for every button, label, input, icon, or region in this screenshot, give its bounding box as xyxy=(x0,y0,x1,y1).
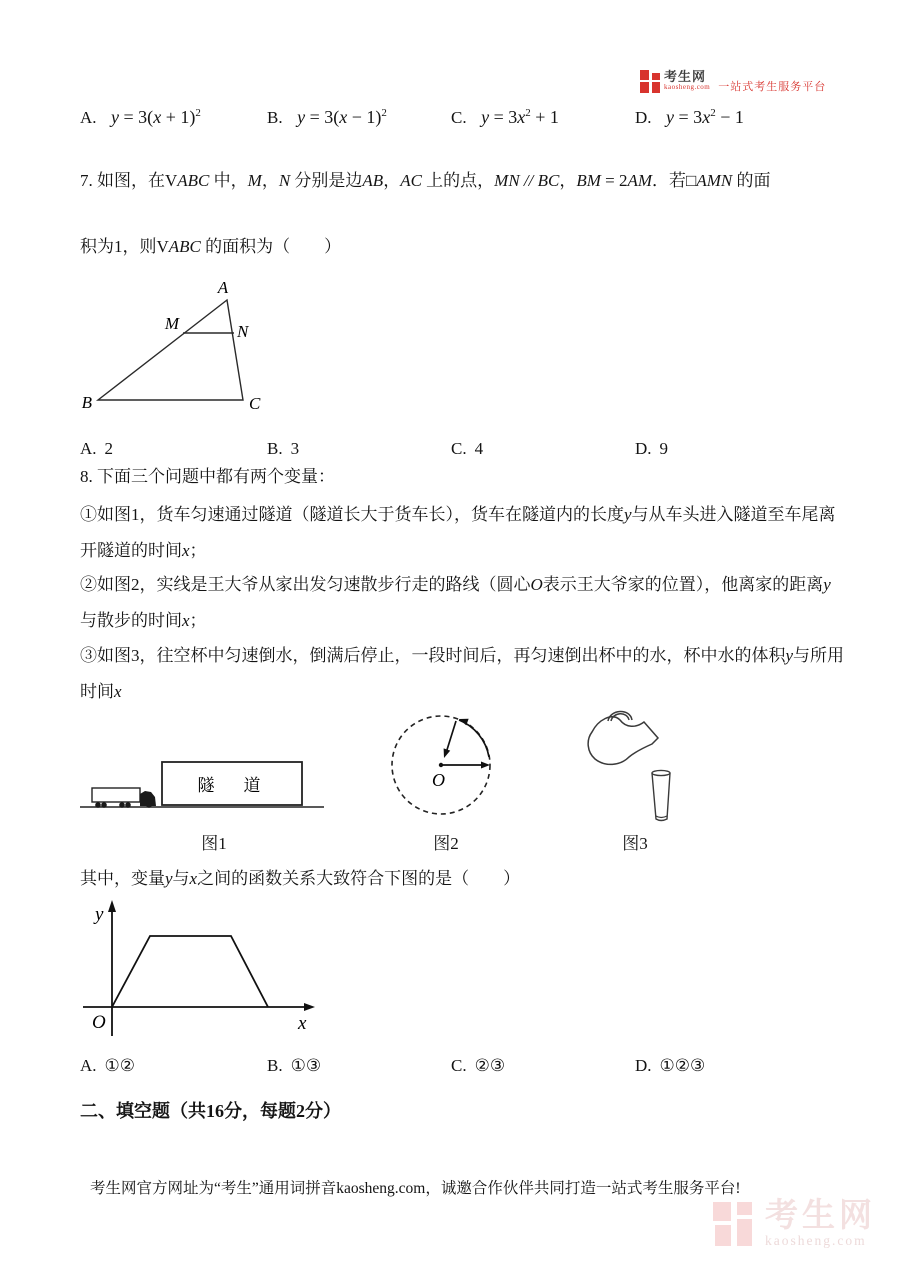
q8-option-b xyxy=(267,1055,321,1077)
option-label: A. xyxy=(80,439,97,458)
q8-option-a xyxy=(80,1055,135,1077)
point-m-label: M xyxy=(164,314,179,333)
footer-text: 考生网官方网址为“考生”通用词拼音kaosheng.com，诚邀合作伙伴共同打造一站式考生服务平台! xyxy=(90,1180,741,1197)
q8-item1-line1: ①如图1，货车匀速通过隧道（隧道长大于货车长），货车在隧道内的长度y与从车头进入隧道至车尾离 xyxy=(80,505,836,524)
fig2-circle-path xyxy=(388,708,498,823)
option-label: A. xyxy=(80,108,97,127)
q7-option-b xyxy=(267,438,299,460)
option-label: D. xyxy=(635,108,652,127)
q7-triangle-diagram xyxy=(75,278,265,413)
glass-rim xyxy=(652,770,670,775)
q8-item1-line2: 开隧道的时间x； xyxy=(80,541,207,560)
kettle-body xyxy=(588,717,658,765)
q7-option-a xyxy=(80,438,113,460)
footer-watermark xyxy=(713,1200,876,1248)
fig3-label: 图3 xyxy=(622,834,648,853)
q8-intro: 8. 下面三个问题中都有两个变量： xyxy=(80,467,335,486)
q6-option-b xyxy=(267,106,387,131)
circle-center-label: O xyxy=(432,770,445,790)
truck-trailer xyxy=(92,788,140,802)
graph-origin-label: O xyxy=(92,1012,106,1033)
option-label: C. xyxy=(451,439,467,458)
logo-domain: kaosheng.com xyxy=(664,83,711,91)
q7-option-c xyxy=(451,438,483,460)
q6-option-c xyxy=(451,106,559,131)
q8-option-c xyxy=(451,1055,505,1077)
header-logo xyxy=(640,70,826,94)
point-n-label: N xyxy=(237,322,249,341)
watermark-title: 考生网 xyxy=(765,1198,876,1234)
option-value: ②③ xyxy=(474,1056,506,1075)
option-value: ①③ xyxy=(290,1056,322,1075)
fig2-label: 图2 xyxy=(433,834,459,853)
option-label: C. xyxy=(451,1056,467,1075)
graph-x-label: x xyxy=(298,1013,307,1034)
q7-option-d xyxy=(635,438,668,460)
logo-title: 考生网 xyxy=(664,69,707,84)
tunnel-label: 隧 道 xyxy=(197,776,267,795)
fig1-truck-tunnel xyxy=(78,744,328,819)
logo-tagline: 一站式考生服务平台 xyxy=(718,81,827,93)
option-formula: $y = 3(x + 1)^2$ xyxy=(111,107,201,127)
option-label: B. xyxy=(267,1056,283,1075)
watermark-logo-icon xyxy=(713,1200,755,1248)
q8-item2-line1: ②如图2，实线是王大爷从家出发匀速散步行走的路线（圆心O表示王大爷家的位置），他离家的距离y xyxy=(80,575,831,594)
fig3-kettle-glass xyxy=(580,708,680,826)
glass-body xyxy=(652,773,670,821)
q8-item3-line2: 时间x xyxy=(80,682,122,701)
option-label: A. xyxy=(80,1056,97,1075)
option-formula: $y = 3x^2 - 1$ xyxy=(666,107,744,127)
option-value: 4 xyxy=(474,439,484,458)
vertex-c-label: C xyxy=(249,394,261,413)
logo-icon xyxy=(640,70,660,93)
graph-y-label: y xyxy=(95,904,104,925)
option-label: B. xyxy=(267,108,283,127)
option-label: D. xyxy=(635,439,652,458)
fig1-label: 图1 xyxy=(201,834,227,853)
q8-function-graph xyxy=(70,898,320,1043)
q8-option-d xyxy=(635,1055,705,1077)
option-value: ①② xyxy=(104,1056,136,1075)
option-value: 2 xyxy=(104,439,114,458)
section2-header: 二、填空题（共16分，每题2分） xyxy=(80,1101,341,1121)
option-label: D. xyxy=(635,1056,652,1075)
option-label: B. xyxy=(267,439,283,458)
q6-option-d xyxy=(635,106,744,131)
q6-option-a xyxy=(80,106,201,131)
option-value: 3 xyxy=(290,439,300,458)
vertex-a-label: A xyxy=(217,278,229,297)
q8-question-line: 其中，变量y与x之间的函数关系大致符合下图的是（ ） xyxy=(80,869,521,888)
option-value: 9 xyxy=(659,439,669,458)
option-formula: $y = 3x^2 + 1$ xyxy=(481,107,559,127)
watermark-domain: kaosheng.com xyxy=(765,1233,867,1248)
option-value: ①②③ xyxy=(659,1056,706,1075)
q7-text-line-2: 积为1，则VABC 的面积为（ ） xyxy=(80,237,342,256)
q8-item2-line2: 与散步的时间x； xyxy=(80,611,207,630)
option-formula: $y = 3(x - 1)^2$ xyxy=(297,107,387,127)
vertex-b-label: B xyxy=(81,393,92,412)
q7-text-line-1: 7. 如图，在VABC 中，M，N 分别是边AB，AC 上的点，MN // BC，BM = 2AM．若□AMN 的面 xyxy=(80,171,771,190)
option-label: C. xyxy=(451,108,467,127)
q8-item3-line1: ③如图3，往空杯中匀速倒水，倒满后停止，一段时间后，再匀速倒出杯中的水，杯中水的体积y与所用 xyxy=(80,646,845,665)
